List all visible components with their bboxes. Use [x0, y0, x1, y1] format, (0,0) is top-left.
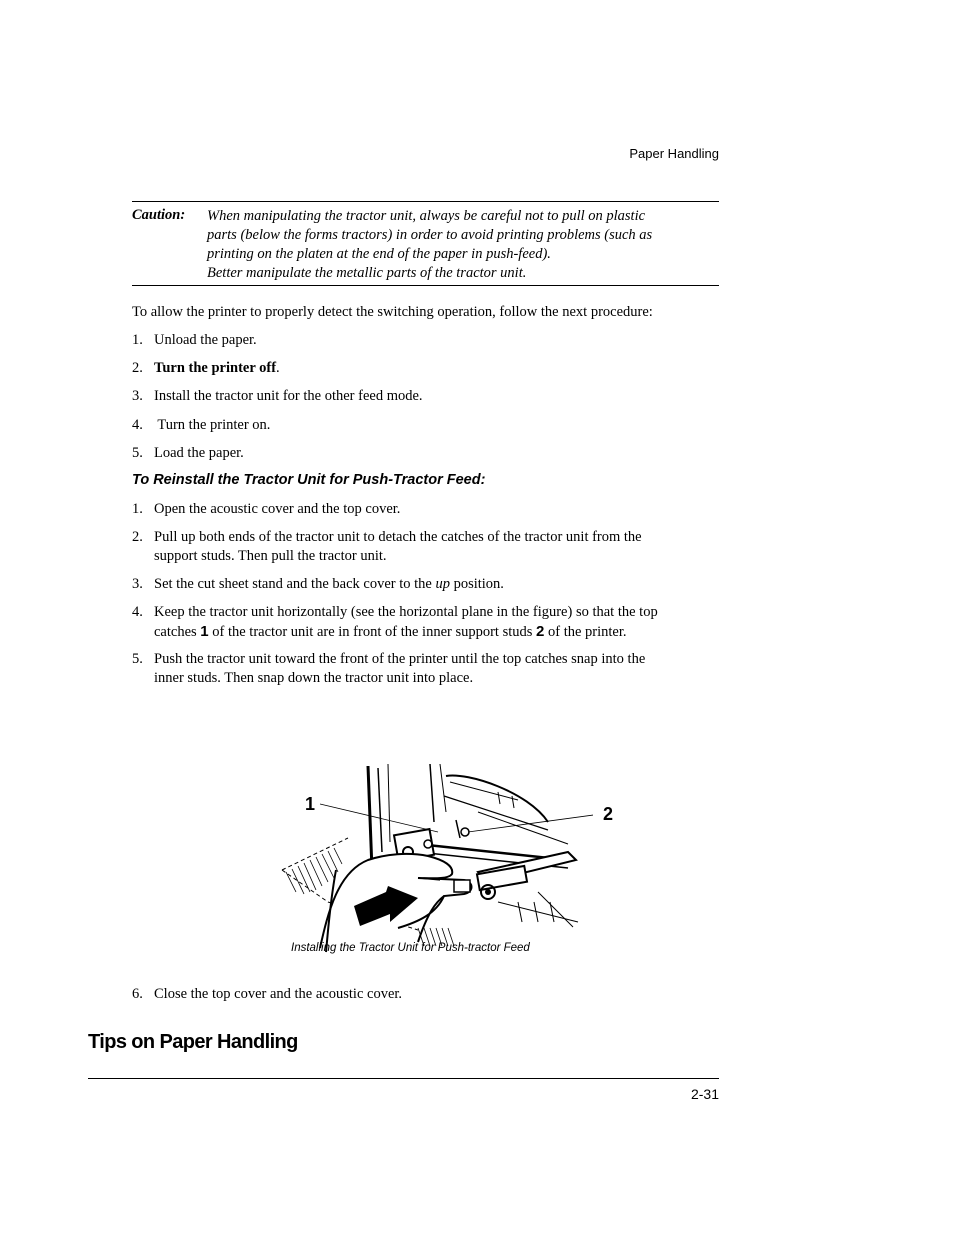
figure-callout-1: 1: [305, 794, 316, 814]
step-text: [154, 528, 719, 566]
step-text-post: position.: [449, 576, 504, 592]
step-text-pre: Set the cut sheet stand and the back cover to the: [154, 576, 436, 592]
caution-bottom-rule: [132, 285, 719, 286]
step-text: Close the top cover and the acoustic cover.: [154, 986, 403, 1002]
step-line: Push the tractor unit toward the front of the printer until the top catches snap into the: [154, 651, 646, 667]
caution-line: printing on the platen at the end of the paper in push-feed).: [207, 246, 551, 262]
caution-top-rule: [132, 201, 719, 202]
subheading-reinstall: To Reinstall the Tractor Unit for Push-Tractor Feed:: [132, 472, 486, 488]
tractor-install-illustration: [268, 752, 593, 974]
step-text-segment: of the printer.: [544, 624, 627, 640]
step-text-segment: catches: [154, 624, 201, 640]
caution-line: Better manipulate the metallic parts of the tractor unit.: [207, 265, 527, 281]
step-text: [154, 575, 719, 594]
step-number: 1.: [132, 332, 143, 348]
step-line: Pull up both ends of the tractor unit to detach the catches of the tractor unit from the: [154, 529, 642, 545]
running-header: Paper Handling: [629, 146, 719, 161]
step-text-tail: .: [276, 360, 280, 376]
step-number: 3.: [132, 576, 143, 592]
page-number: 2-31: [690, 1086, 719, 1102]
step-text-segment: of the tractor unit are in front of the inner support studs: [208, 624, 537, 640]
step-emphasis: up: [435, 576, 450, 592]
step-emphasis: Turn the printer off: [154, 360, 277, 376]
step-text: Load the paper.: [154, 445, 244, 461]
figure-callout-2: 2: [603, 804, 614, 824]
step-line: [154, 622, 719, 642]
footer-rule: [88, 1078, 719, 1079]
step-number: 4.: [132, 604, 143, 620]
step-text: [154, 359, 719, 378]
step-text: Turn the printer on.: [154, 417, 271, 433]
step-text: Open the acoustic cover and the top cover.: [154, 501, 401, 517]
caution-line: parts (below the forms tractors) in order to avoid printing problems (such as: [207, 227, 653, 243]
step-text: Install the tractor unit for the other feed mode.: [154, 388, 423, 404]
step-text: [154, 650, 719, 688]
step-line: inner studs. Then snap down the tractor unit into place.: [154, 670, 474, 686]
step-text: Unload the paper.: [154, 332, 257, 348]
caution-line: When manipulating the tractor unit, always be careful not to pull on plastic: [207, 208, 646, 224]
step-number: 2.: [132, 360, 143, 376]
step-number: 3.: [132, 388, 143, 404]
step-number: 6.: [132, 986, 143, 1002]
step-number: 4.: [132, 417, 143, 433]
step-line: Keep the tractor unit horizontally (see the horizontal plane in the figure) so that the top: [154, 604, 658, 620]
caution-label: Caution:: [132, 207, 186, 223]
caution-text: [207, 207, 719, 283]
figure-caption: Installing the Tractor Unit for Push-tractor Feed: [291, 942, 530, 954]
ref-number-1: 1: [200, 623, 209, 640]
ref-number-2: 2: [536, 623, 545, 640]
step-number: 5.: [132, 651, 143, 667]
intro-paragraph: To allow the printer to properly detect the switching operation, follow the next procedure:: [132, 304, 653, 320]
tractor-install-figure: [268, 752, 614, 974]
step-number: 2.: [132, 529, 143, 545]
step-text: [154, 603, 719, 642]
section-heading: Tips on Paper Handling: [88, 1031, 298, 1053]
step-number: 5.: [132, 445, 143, 461]
step-number: 1.: [132, 501, 143, 517]
step-line: support studs. Then pull the tractor unit.: [154, 548, 387, 564]
